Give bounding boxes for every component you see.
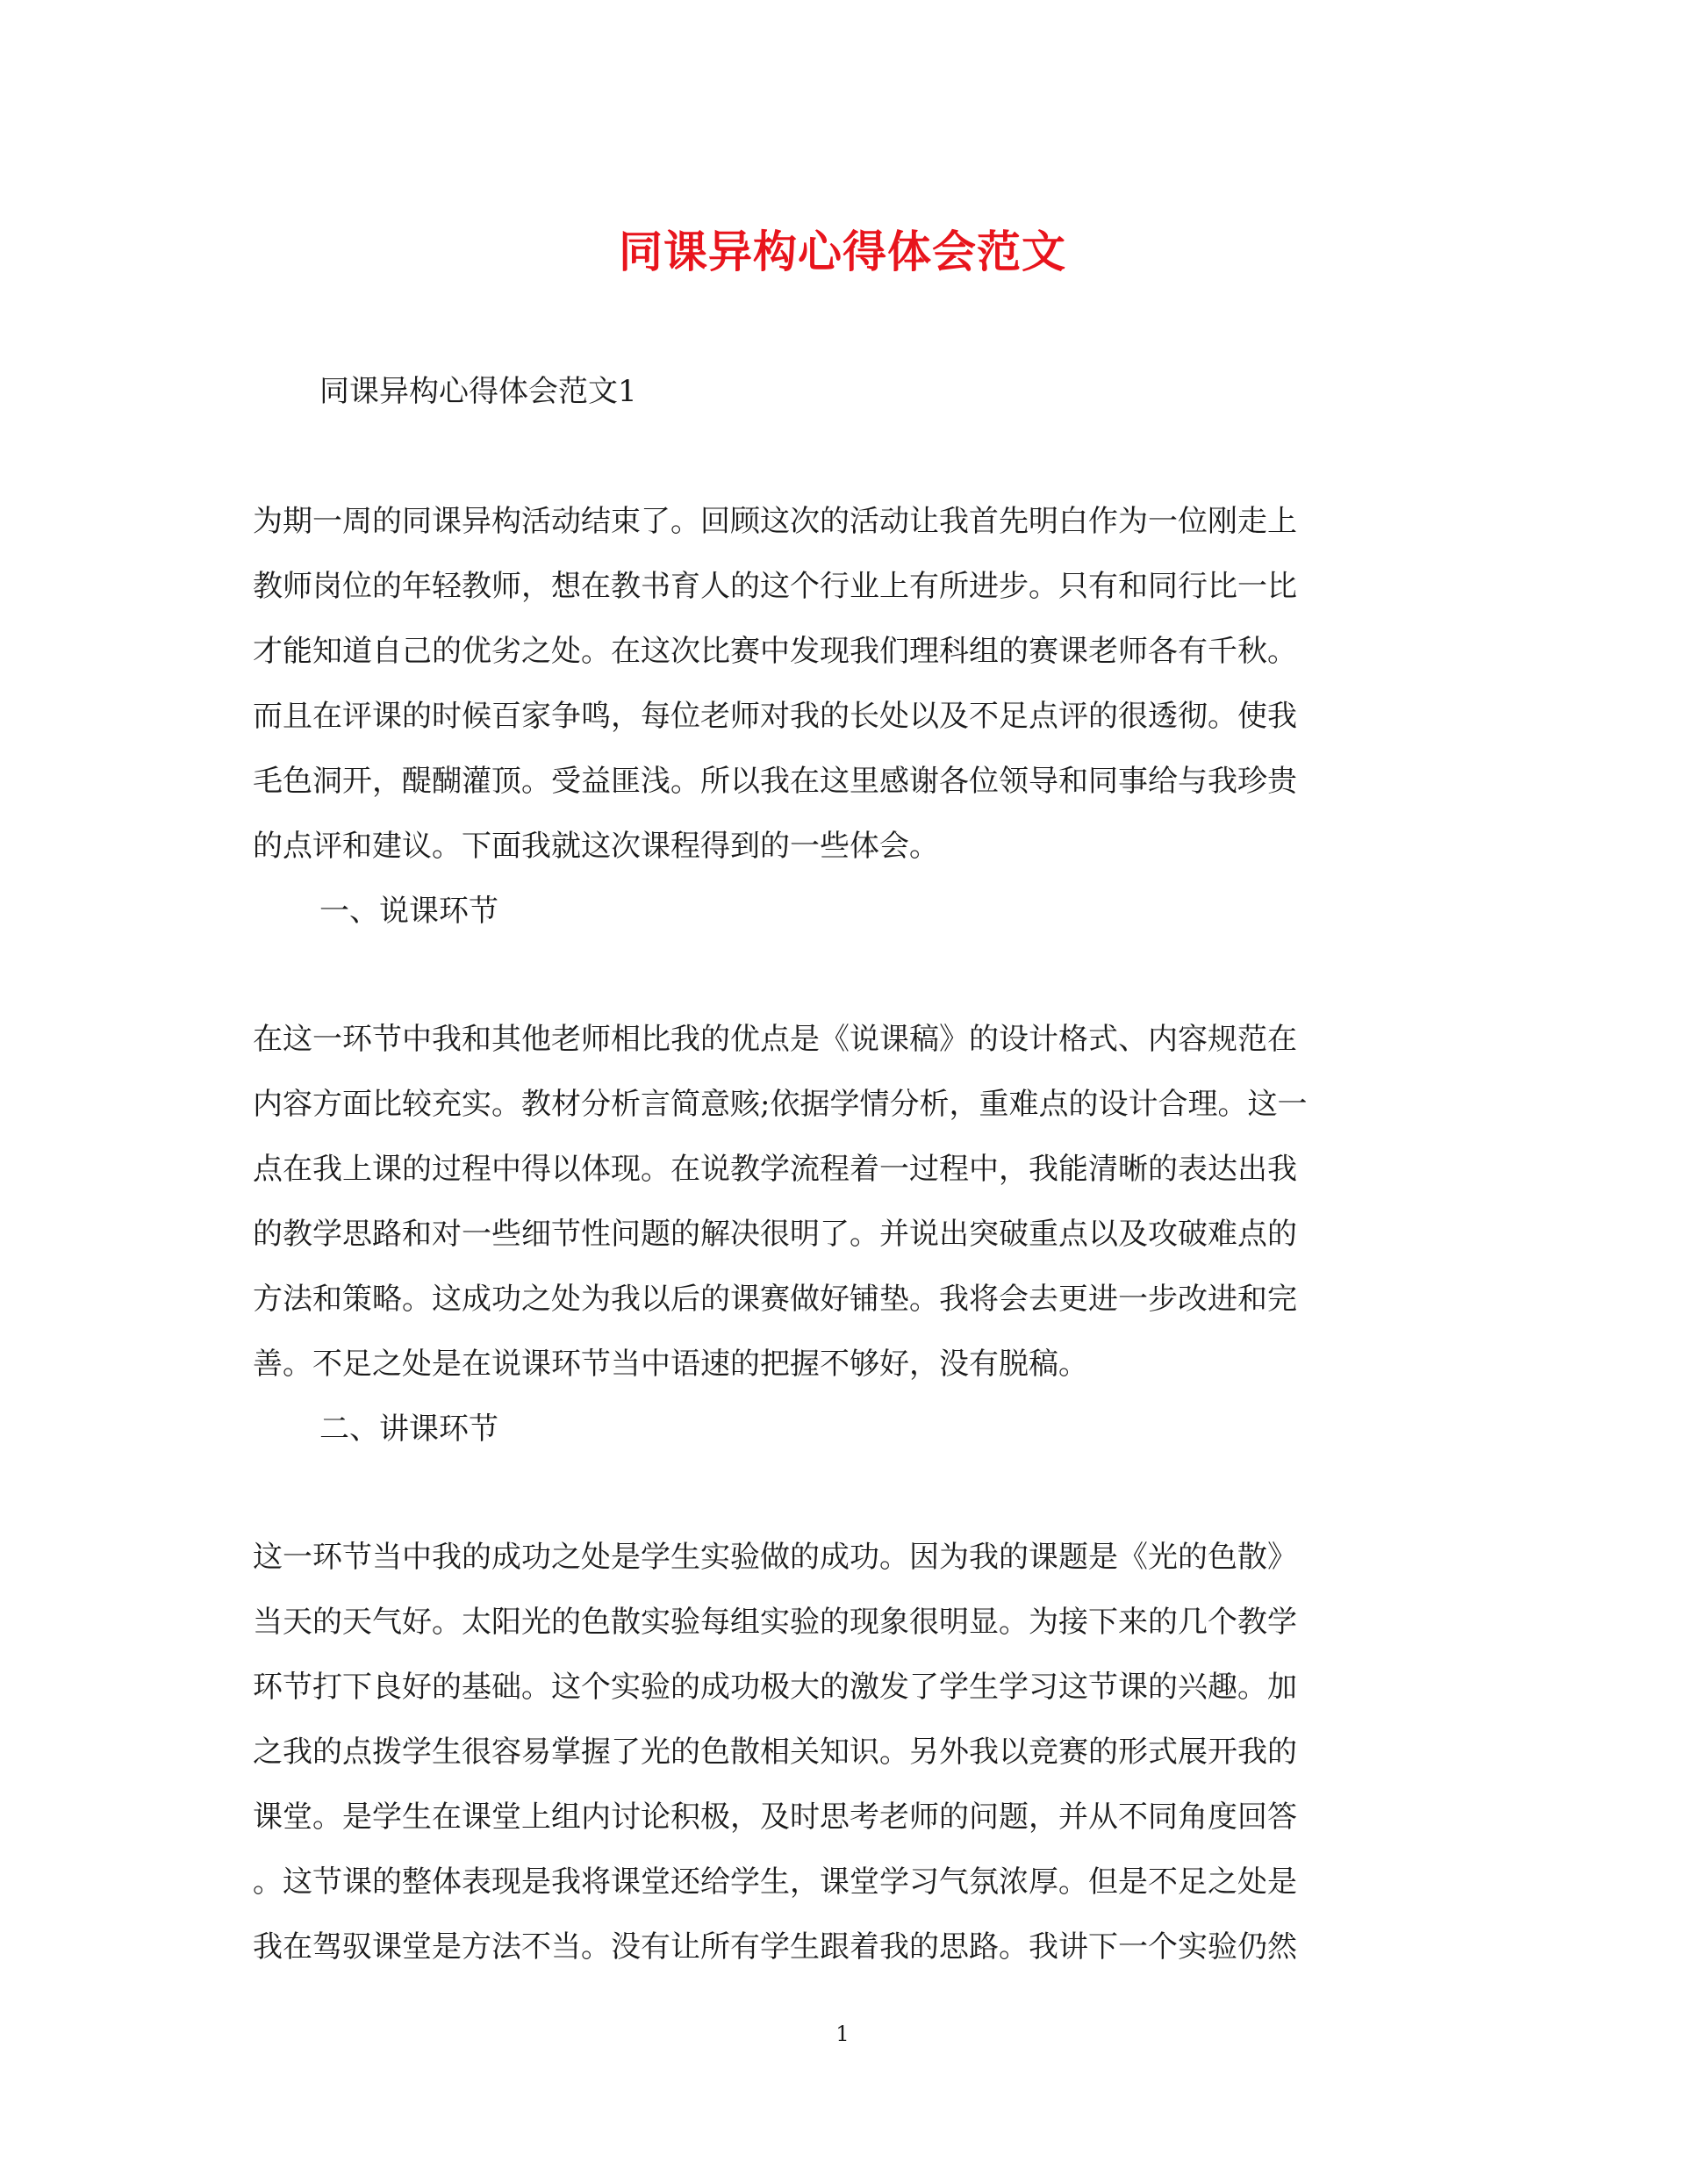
- document-subtitle: 同课异构心得体会范文1: [319, 374, 637, 409]
- paragraph-line: 方法和策略。这成功之处为我以后的课赛做好铺垫。我将会去更进一步改进和完: [253, 1282, 1297, 1317]
- paragraph-line: 环节打下良好的基础。这个实验的成功极大的激发了学生学习这节课的兴趣。加: [253, 1670, 1297, 1705]
- paragraph-line: 当天的天气好。太阳光的色散实验每组实验的现象很明显。为接下来的几个教学: [253, 1605, 1297, 1640]
- paragraph-line: 的教学思路和对一些细节性问题的解决很明了。并说出突破重点以及攻破难点的: [253, 1217, 1297, 1252]
- paragraph-line: 点在我上课的过程中得以体现。在说教学流程着一过程中，我能清晰的表达出我: [253, 1152, 1297, 1187]
- paragraph-line: 之我的点拨学生很容易掌握了光的色散相关知识。另外我以竞赛的形式展开我的: [253, 1735, 1297, 1770]
- document-title: 同课异构心得体会范文: [619, 226, 1066, 277]
- paragraph-line: 内容方面比较充实。教材分析言简意赅;依据学情分析，重难点的设计合理。这一: [253, 1087, 1308, 1122]
- paragraph-line: 课堂。是学生在课堂上组内讨论积极，及时思考老师的问题，并从不同角度回答: [253, 1800, 1297, 1835]
- section-heading-2: 二、讲课环节: [319, 1412, 498, 1447]
- paragraph-line: 这一环节当中我的成功之处是学生实验做的成功。因为我的课题是《光的色散》: [253, 1540, 1297, 1575]
- paragraph-line: 在这一环节中我和其他老师相比我的优点是《说课稿》的设计格式、内容规范在: [253, 1022, 1297, 1057]
- paragraph-line: 才能知道自己的优劣之处。在这次比赛中发现我们理科组的赛课老师各有千秋。: [253, 634, 1297, 669]
- page-number: 1: [835, 2022, 850, 2046]
- paragraph-line: 而且在评课的时候百家争鸣，每位老师对我的长处以及不足点评的很透彻。使我: [253, 699, 1297, 734]
- paragraph-line: 的点评和建议。下面我就这次课程得到的一些体会。: [253, 829, 939, 864]
- section-heading-1: 一、说课环节: [319, 894, 498, 929]
- paragraph-line: 为期一周的同课异构活动结束了。回顾这次的活动让我首先明白作为一位刚走上: [253, 504, 1297, 539]
- paragraph-line: 善。不足之处是在说课环节当中语速的把握不够好，没有脱稿。: [253, 1347, 1088, 1382]
- paragraph-line: 。这节课的整体表现是我将课堂还给学生，课堂学习气氛浓厚。但是不足之处是: [253, 1864, 1297, 1900]
- paragraph-line: 我在驾驭课堂是方法不当。没有让所有学生跟着我的思路。我讲下一个实验仍然: [253, 1929, 1297, 1965]
- paragraph-line: 教师岗位的年轻教师，想在教书育人的这个行业上有所进步。只有和同行比一比: [253, 569, 1297, 604]
- paragraph-line: 毛色洞开，醍醐灌顶。受益匪浅。所以我在这里感谢各位领导和同事给与我珍贵: [253, 764, 1297, 799]
